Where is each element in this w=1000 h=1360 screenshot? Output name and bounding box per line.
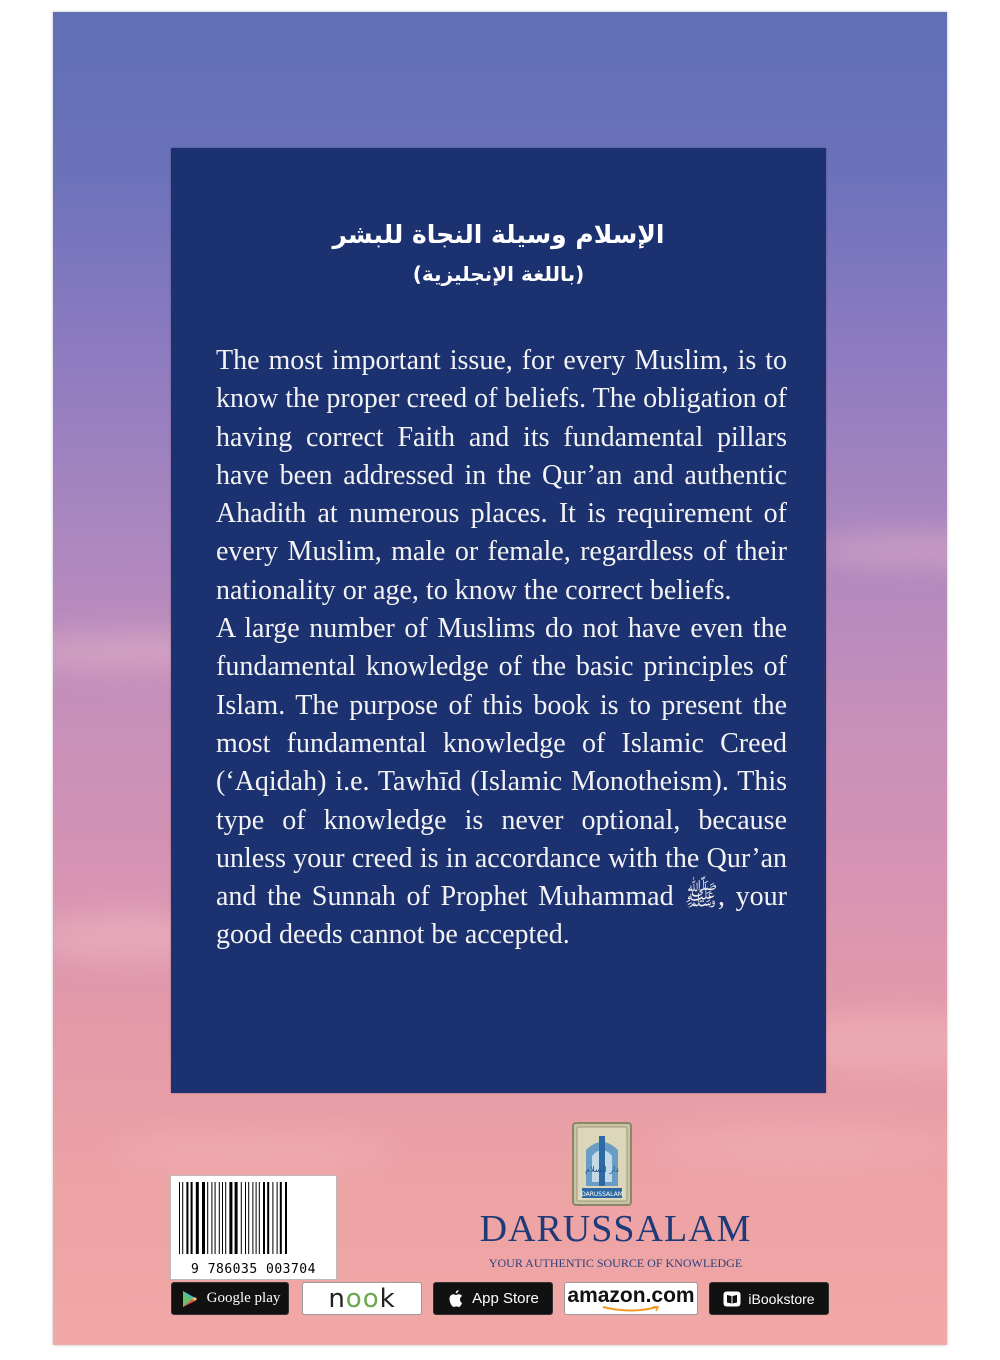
logo-wordmark: DARUSSALAM — [581, 1191, 623, 1198]
barcode-bar — [186, 1182, 188, 1254]
barcode-bar — [241, 1182, 242, 1254]
barcode-bar — [215, 1182, 216, 1254]
blurb-text — [216, 342, 787, 955]
nook-logo: nook — [328, 1283, 396, 1314]
blurb-paragraph-2: A large number of Muslims do not have even the fundamental knowledge of the basic principles of Islam. The purpose of this book is to present the most fundamental knowledge of Islamic Creed (‘Aqidah) i.e. Tawhīd (Islamic Monotheism). This type of knowledge is never optional, because unless your creed is in accordance with the Qur’an and the Sunnah of Prophet Muhammad ﷺ, your good deeds cannot be accepted. — [216, 613, 788, 951]
publisher-name: DARUSSALAM — [479, 1208, 752, 1250]
amazon-badge[interactable] — [564, 1282, 698, 1315]
barcode-bars — [177, 1182, 330, 1254]
barcode-bar — [222, 1182, 223, 1254]
barcode-bar — [277, 1182, 278, 1254]
barcode-bar — [259, 1182, 260, 1254]
barcode-bar — [207, 1182, 208, 1254]
barcode-bar — [219, 1182, 220, 1254]
arabic-title: الإسلام وسيلة النجاة للبشر — [332, 220, 665, 249]
barcode-bar — [196, 1182, 199, 1254]
barcode-bar — [267, 1182, 269, 1254]
barcode-bar — [182, 1182, 183, 1254]
barcode-bar — [248, 1182, 249, 1254]
book-back-cover — [53, 12, 947, 1345]
amazon-smile-icon — [601, 1306, 661, 1313]
darussalam-logo-icon — [572, 1122, 632, 1206]
barcode-bar — [245, 1182, 246, 1254]
nook-badge[interactable] — [302, 1282, 422, 1315]
ibookstore-label: iBookstore — [748, 1290, 815, 1307]
blurb-paragraph-1: The most important issue, for every Muslim, is to know the proper creed of beliefs. The obligation of having correct Faith and its fundamental pillars have been addressed in the Qur’an and authentic Ahadith at numerous places. It is requirement of every Muslim, male or female, regardless of their nationality or age, to know the correct beliefs. — [216, 345, 787, 606]
ibooks-icon — [723, 1291, 741, 1307]
publisher-tagline: YOUR AUTHENTIC SOURCE OF KNOWLEDGE — [488, 1256, 743, 1270]
barcode-bar — [280, 1182, 282, 1254]
barcode-bar — [211, 1182, 212, 1254]
logo-arabic-text: دار السلام — [585, 1165, 619, 1174]
barcode-bar — [235, 1182, 238, 1254]
cloud-streak — [113, 1132, 393, 1172]
barcode-bar — [179, 1182, 180, 1254]
app-store-label: App Store — [472, 1290, 539, 1307]
barcode-bar — [229, 1182, 232, 1254]
barcode-bar — [272, 1182, 273, 1254]
isbn-barcode — [170, 1175, 337, 1280]
amazon-logo: amazon.com — [567, 1283, 695, 1307]
cloud-streak — [653, 1122, 947, 1172]
blurb-panel — [171, 148, 826, 1093]
google-play-badge[interactable] — [171, 1282, 289, 1315]
google-play-label: Google play — [206, 1290, 281, 1306]
cloud-streak — [813, 532, 947, 568]
google-play-icon — [180, 1289, 200, 1309]
barcode-bar — [202, 1182, 205, 1254]
isbn-number: 9 786035 003704 — [191, 1262, 316, 1277]
ibookstore-badge[interactable] — [709, 1282, 829, 1315]
app-store-badge[interactable] — [433, 1282, 553, 1315]
barcode-bar — [285, 1182, 287, 1254]
barcode-bar — [191, 1182, 193, 1254]
apple-icon — [447, 1289, 465, 1309]
barcode-bar — [263, 1182, 265, 1254]
arabic-subtitle: (باللغة الإنجليزية) — [412, 262, 585, 286]
barcode-bar — [225, 1182, 226, 1254]
barcode-bar — [256, 1182, 257, 1254]
barcode-bar — [252, 1182, 253, 1254]
